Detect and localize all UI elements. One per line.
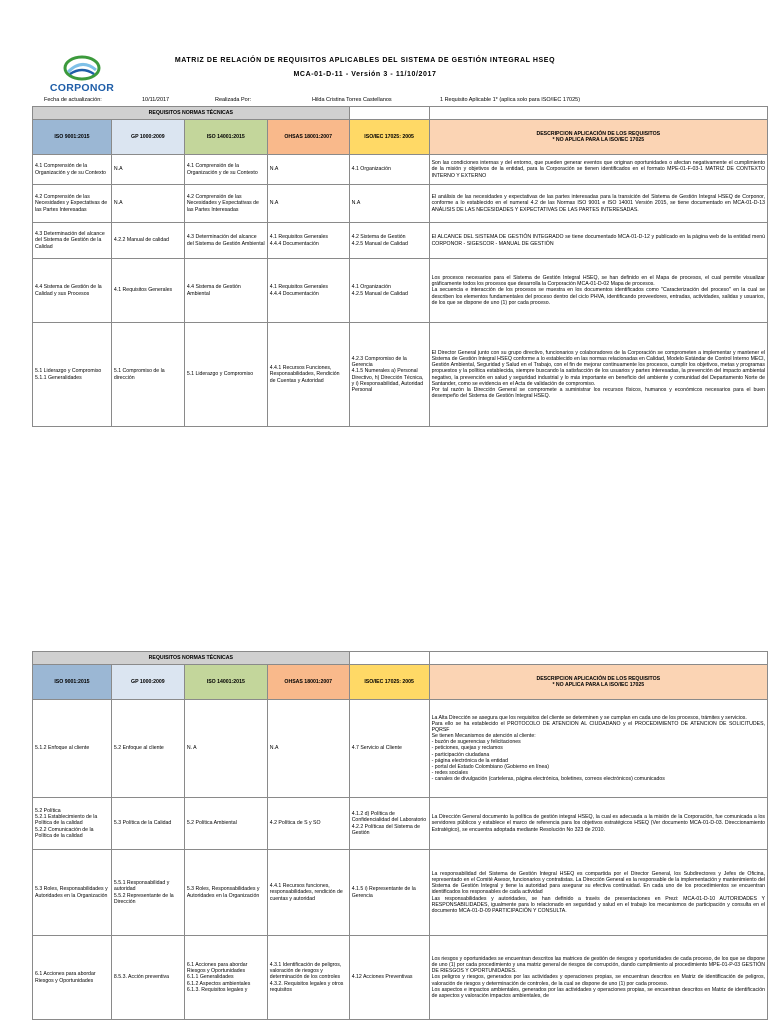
cell-iso17025: 4.2.3 Compromiso de la Gerencia 4.1.5 Numerales a) Personal Directivo, h) Dirección Técnica, y i) Responsabilidad, Autoridad Personal: [349, 323, 429, 427]
cell-ohsas: 4.1 Requisitos Generales 4.4.4 Documentación: [267, 223, 349, 259]
cell-iso17025: 4.12 Acciones Preventivas: [349, 936, 429, 1020]
cell-iso14001: 4.3 Determinación del alcance del Sistema de Gestión Ambiental: [184, 223, 267, 259]
table-row: [33, 155, 768, 185]
cell-iso9001: 5.3 Roles, Responsabilidades y Autoridades en la Organización: [33, 850, 112, 936]
cell-description: La responsabilidad del Sistema de Gestión Integral HSEQ es compartida por el Director General, los Subdirectores y Jefes de Oficina, representado en el Comité Asesor, funcionarios y contratistas. La Dirección General es la responsable de la implementación y mantenimiento del Sistema de Gestión Integral y tiene la autoridad para asegurar su efectiva continuidad. En cada uno de los procedimientos se encuentran identificados los responsables de cada actividad Las responsabilidades y autoridades, se han definido a través de presentaciones en Prezi: MCA-01-D-10 AUTORIDADES Y RESPONSABILIDADES, igualmente para lo relacionado en seguridad y salud en el trabajo los mecanismos de participación y consulta en el documento MCA-01-D-09 PARTICIPACIÓN Y CONSULTA.: [429, 850, 767, 936]
cell-iso9001: 4.1 Comprensión de la Organización y de su Contexto: [33, 155, 112, 185]
cell-iso14001: 5.3 Roles, Responsabilidades y Autoridades en la Organización: [184, 850, 267, 936]
col-header-gp1000: GP 1000:2009: [111, 665, 184, 700]
document-code: MCA-01-D-11 - Versión 3 - 11/10/2017: [293, 71, 437, 78]
col-header-iso17025: ISO/IEC 17025: 2005: [349, 665, 429, 700]
cell-iso9001: 4.2 Comprensión de las Necesidades y Expectativas de las Partes Interesadas: [33, 185, 112, 223]
table-row: [33, 798, 768, 850]
cell-iso17025: 4.1 Organización 4.2.5 Manual de Calidad: [349, 259, 429, 323]
table-row: [33, 700, 768, 798]
cell-iso14001: 6.1 Acciones para abordar Riesgos y Oportunidades 6.1.1 Generalidades 6.1.2 Aspectos ambientales 6.1.3. Requisitos legales y: [184, 936, 267, 1020]
cell-iso17025: 4.1 Organización: [349, 155, 429, 185]
col-header-iso9001: ISO 9001:2015: [33, 665, 112, 700]
col-header-iso17025: ISO/IEC 17025: 2005: [349, 120, 429, 155]
cell-description: Los procesos necesarios para el Sistema de Gestión Integral HSEQ, se han definido en el Mapa de procesos, el cual permite visualizar gráficamente todos los procesos que desarrolla la Corporación MCA-01-D-02 Mapa de procesos. La secuencia e interacción de los procesos se muestra en los documentos identificados como "Caracterización del proceso" en la cual se describen los elementos fundamentales del proceso dentro del ciclo PHVA, identificando proveedores, entradas, actividades, salidas y usuarios, de los que se dispone de uno (1) por cada proceso.: [429, 259, 767, 323]
cell-ohsas: 4.1 Requisitos Generales 4.4.4 Documentación: [267, 259, 349, 323]
cell-iso14001: 5.1 Liderazgo y Compromiso: [184, 323, 267, 427]
cell-ohsas: 4.2 Política de S y SO: [267, 798, 349, 850]
group-header: REQUISITOS NORMAS TÉCNICAS: [33, 652, 350, 665]
cell-iso17025: 4.1.5 i) Representante de la Gerencia: [349, 850, 429, 936]
cell-gp1000: N.A: [111, 185, 184, 223]
cell-description: Son las condiciones internas y del entorno, que pueden generar eventos que originan oportunidades o afectan negativamente el cumplimiento de la misión y objetivos de la entidad, para la Corporación se tienen identificados en el formato MPE-01-F-03-1 MATRIZ DE CONTEXTO INTERNO Y EXTERNO: [429, 155, 767, 185]
cell-ohsas: 4.4.1 Recursos funciones, responsabilidades, rendición de cuentas y autoridad: [267, 850, 349, 936]
cell-gp1000: 5.5.1 Responsabilidad y autoridad 5.5.2 Representante de la Dirección: [111, 850, 184, 936]
cell-iso14001: 4.1 Comprensión de la Organización y de su Contexto: [184, 155, 267, 185]
cell-iso9001: 4.4 Sistema de Gestión de la Calidad y sus Procesos: [33, 259, 112, 323]
cell-description: La Alta Dirección se asegura que los requisitos del cliente se determinen y se cumplan en cada uno de los procesos, trámites y servicios. Para ello se ha establecido el PROTOCOLO DE ATENCION AL CIUDADANO y el PROCEDIMIENTO DE ATENCION DE SOLICITUDES, PQRSF Se tienen Mecanismos de atención al cliente: - buzón de sugerencias y felicitaciones - peticiones, quejas y reclamos - participación ciudadana - página electrónica de la entidad - portal del Estado Colombiano (Gobierno en línea) - redes sociales - canales de divulgación (carteleras, página electrónica, boletines, correos electrónicos) comunicados: [429, 700, 767, 798]
table-row: [33, 850, 768, 936]
col-header-ohsas: OHSAS 18001:2007: [267, 665, 349, 700]
group-header: REQUISITOS NORMAS TÉCNICAS: [33, 107, 350, 120]
cell-iso9001: 5.1.2 Enfoque al cliente: [33, 700, 112, 798]
cell-iso9001: 6.1 Acciones para abordar Riesgos y Oportunidades: [33, 936, 112, 1020]
table-row: [33, 323, 768, 427]
col-header-description: DESCRIPCION APLICACIÓN DE LOS REQUISITOS * NO APLICA PARA LA ISO/IEC 17025: [429, 665, 767, 700]
cell-gp1000: 5.1 Compromiso de la dirección: [111, 323, 184, 427]
cell-ohsas: N.A: [267, 155, 349, 185]
realizada-label: Realizada Por:: [215, 97, 252, 103]
logo-text: CORPONOR: [49, 82, 115, 94]
cell-iso9001: 4.3 Determinación del alcance del Sistema de Gestión de la Calidad: [33, 223, 112, 259]
realizada-value: Hilda Cristina Torres Castellanos: [312, 97, 392, 103]
fecha-value: 10/11/2017: [142, 97, 170, 103]
cell-ohsas: N.A: [267, 700, 349, 798]
cell-description: Los riesgos y oportunidades se encuentran descritos las matrices de gestión de riesgos y oportunidades de cada proceso, de los que se dispone de uno (1) por cada procedimiento y una matriz general de riesgos de corrupción, dando cumplimiento al procedimiento MPE-01-P-03 GESTIÓN DE RIESGOS Y OPORTUNIDADES. Los peligros y riesgos, generados por las actividades y operaciones propias, se encuentran descritos en Matriz de identificación de peligros, valoración de riesgos y determinación de controles, de la cual se dispone de uno (1) por cada proceso. Los aspectos e impactos ambientales, generados por las actividades y operaciones propias, se encuentran descritos en Matriz de identificación de aspectos y valoración impactos ambientales, de: [429, 936, 767, 1020]
cell-ohsas: 4.3.1 Identificación de peligros, valoración de riesgos y determinación de los controles 4.3.2. Requisitos legales y otros requisitos: [267, 936, 349, 1020]
cell-description: La Dirección General documento la política de gestión integral HSEQ, la cual es adecuada a la misión de la Corporación, fue comunicada a los servidores públicos y establece el marco de referencia para los objetivos estratégicos HSEQ (Ver documento MCA-01-D-03. Direccionamiento Estratégico), se encuentra adoptada mediante Resolución No 323 de 2010.: [429, 798, 767, 850]
col-header-iso9001: ISO 9001:2015: [33, 120, 112, 155]
cell-description: El análisis de las necesidades y expectativas de las partes interesadas para la transición del Sistema de Gestión Integral HSEQ de Corponor, conforme a lo establecido en el numeral 4.2 de las Normas ISO 9001 e ISO 14001 Versión 2015, se tiene documentado en MCA-01-D-13 ANÁLISIS DE LAS NECESIDADES Y EXPECTATIVAS DE LAS PARTES INTERESADAS.: [429, 185, 767, 223]
table-row: [33, 936, 768, 1020]
fecha-label: Fecha de actualización:: [44, 97, 102, 103]
cell-iso17025: 4.1.2 d) Política de Confidencialidad del Laboratorio 4.2.2 Políticas del Sistema de Gestión: [349, 798, 429, 850]
cell-ohsas: 4.4.1 Recursos Funciones, Responsabilidades, Rendición de Cuentas y Autoridad: [267, 323, 349, 427]
table-row: [33, 259, 768, 323]
document-title: MATRIZ DE RELACIÓN DE REQUISITOS APLICABLES DEL SISTEMA DE GESTIÓN INTEGRAL HSEQ: [174, 57, 556, 64]
table-row: [33, 223, 768, 259]
cell-iso9001: 5.2 Política 5.2.1 Establecimiento de la Política de la calidad 5.2.2 Comunicación de la Política de la calidad: [33, 798, 112, 850]
cell-description: El ALCANCE DEL SISTEMA DE GESTIÓN INTEGRADO se tiene documentado MCA-01-D-12 y publicado en la página web de la entidad menú CORPONOR - SIGESCOR - MANUAL DE GESTIÓN: [429, 223, 767, 259]
cell-description: El Director General junto con su grupo directivo, funcionarios y colaboradores de la Corporación se comprometen a implementar y mantener el Sistema de Gestión Integral HSEQ conforme a lo establecido en las normas relacionadas en Calidad, Modelo Estándar de Control Interno MECI, Gestión Ambiental, Seguridad y Salud en el Trabajo, con el fin de mejorar continuamente los procesos, cumplir los objetivos, metas y programas propuestos y la política establecida, siempre buscando la satisfacción de los usuarios y partes interesadas, la prevención del impacto ambiental negativo, la prevención en salud y seguridad industrial y lo más importante en beneficio del ambiente y comunidad del Departamento Norte de Santander, como se evidencia en el Acta de validación de compromiso. Por tal razón la Dirección General se compromete a suministrar los recursos físicos, humanos y económicos necesarios para el buen desempeño del Sistema de Gestión Integral HSEQ.: [429, 323, 767, 427]
cell-iso14001: 5.2 Política Ambiental: [184, 798, 267, 850]
cell-iso17025: 4.7 Servicio al Cliente: [349, 700, 429, 798]
cell-iso14001: N. A: [184, 700, 267, 798]
col-header-gp1000: GP 1000:2009: [111, 120, 184, 155]
col-header-ohsas: OHSAS 18001:2007: [267, 120, 349, 155]
cell-gp1000: 5.3 Política de la Calidad: [111, 798, 184, 850]
cell-ohsas: N.A: [267, 185, 349, 223]
cell-gp1000: 8.5.3. Acción preventiva: [111, 936, 184, 1020]
requirements-table-1: [32, 106, 768, 427]
col-header-iso14001: ISO 14001:2015: [184, 120, 267, 155]
cell-iso14001: 4.2 Comprensión de las Necesidades y Expectativas de las Partes Interesadas: [184, 185, 267, 223]
col-header-iso14001: ISO 14001:2015: [184, 665, 267, 700]
legend-note: 1 Requisito Aplicable 1* (aplica solo para ISO/IEC 17025): [440, 97, 581, 103]
cell-gp1000: 5.2 Enfoque al cliente: [111, 700, 184, 798]
cell-gp1000: 4.2.2 Manual de calidad: [111, 223, 184, 259]
col-header-description: DESCRIPCION APLICACIÓN DE LOS REQUISITOS * NO APLICA PARA LA ISO/IEC 17025: [429, 120, 767, 155]
cell-iso17025: 4.2 Sistema de Gestión 4.2.5 Manual de Calidad: [349, 223, 429, 259]
cell-gp1000: N.A: [111, 155, 184, 185]
cell-iso9001: 5.1 Liderazgo y Compromiso 5.1.1 Generalidades: [33, 323, 112, 427]
cell-iso17025: N.A: [349, 185, 429, 223]
cell-iso14001: 4.4 Sistema de Gestión Ambiental: [184, 259, 267, 323]
requirements-table-2: [32, 651, 768, 1020]
table-row: [33, 185, 768, 223]
cell-gp1000: 4.1 Requisitos Generales: [111, 259, 184, 323]
